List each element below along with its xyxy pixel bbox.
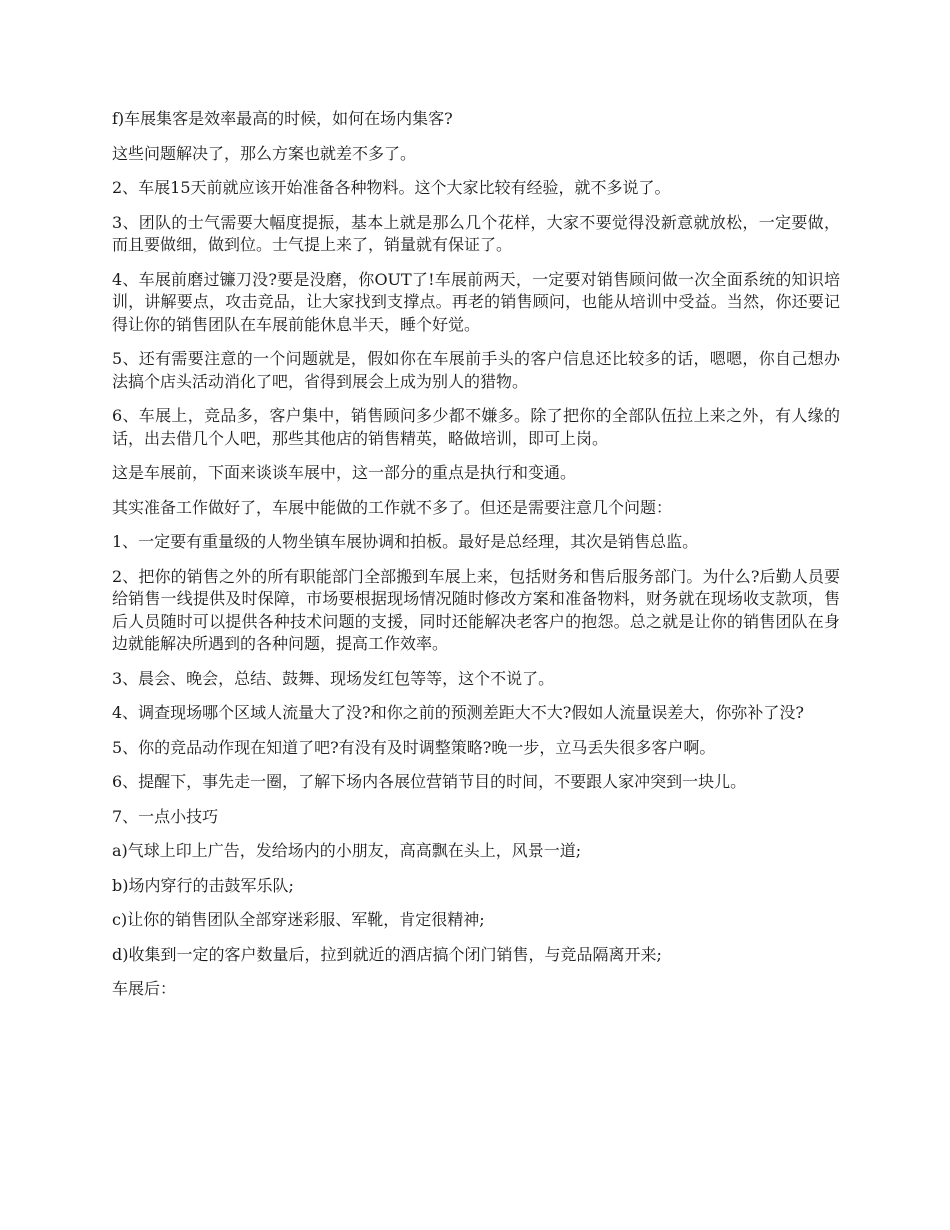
paragraph: 5、还有需要注意的一个问题就是，假如你在车展前手头的客户信息还比较多的话，嗯嗯，你自己想办法搞个店头活动消化了吧，省得到展会上成为别人的猎物。 [112,349,840,391]
document-body [112,108,840,1013]
paragraph: f)车展集客是效率最高的时候，如何在场内集客? [112,109,453,128]
paragraph: 4、调查现场哪个区域人流量大了没?和你之前的预测差距大不大?假如人流量误差大，你弥补了没? [112,703,804,722]
paragraph: 4、车展前磨过镰刀没?要是没磨，你OUT了!车展前两天，一定要对销售顾问做一次全面系统的知识培训，讲解要点，攻击竞品，让大家找到支撑点。再老的销售顾问，也能从培训中受益。当然，你还要记得让你的销售团队在车展前能休息半天，睡个好觉。 [112,269,840,334]
paragraph: 1、一定要有重量级的人物坐镇车展协调和拍板。最好是总经理，其次是销售总监。 [112,532,699,551]
paragraph: 7、一点小技巧 [112,806,219,826]
paragraph: b)场内穿行的击鼓军乐队; [112,875,294,895]
paragraph: 车展后： [112,979,177,998]
paragraph: 2、把你的销售之外的所有职能部门全部搬到车展上来，包括财务和售后服务部门。为什么?后勤人员要给销售一线提供及时保障，市场要根据现场情况随时修改方案和准备物料，财务就在现场收支款项，售后人员随时可以提供各种技术问题的支援，同时还能解决老客户的抱怨。总之就是让你的销售团队在身边就能解决所遇到的各种问题，提高工作效率。 [112,566,840,653]
paragraph: 2、车展15天前就应该开始准备各种物料。这个大家比较有经验，就不多说了。 [112,178,671,197]
paragraph: 6、提醒下，事先走一圈，了解下场内各展位营销节目的时间，不要跟人家冲突到一块儿。 [112,772,747,791]
paragraph: 3、团队的士气需要大幅度提振，基本上就是那么几个花样，大家不要觉得没新意就放松，一定要做，而且要做细，做到位。士气提上来了，销量就有保证了。 [112,212,840,254]
paragraph: a)气球上印上广告，发给场内的小朋友，高高飘在头上，风景一道; [112,841,582,860]
paragraph: c)让你的销售团队全部穿迷彩服、军靴，肯定很精神; [112,910,485,929]
paragraph: 5、你的竞品动作现在知道了吧?有没有及时调整策略?晚一步，立马丢失很多客户啊。 [112,737,716,757]
paragraph: 这是车展前，下面来谈谈车展中，这一部分的重点是执行和变通。 [112,463,577,482]
paragraph: 这些问题解决了，那么方案也就差不多了。 [112,143,417,163]
paragraph: 6、车展上，竞品多，客户集中，销售顾问多少都不嫌多。除了把你的全部队伍拉上来之外，有人缘的话，出去借几个人吧，那些其他店的销售精英，略做培训，即可上岗。 [112,406,840,448]
paragraph: d)收集到一定的客户数量后，拉到就近的酒店搞个闭门销售，与竞品隔离开来; [112,944,662,964]
paragraph: 其实准备工作做好了，车展中能做的工作就不多了。但还是需要注意几个问题： [112,497,673,517]
paragraph: 3、晨会、晚会，总结、鼓舞、现场发红包等等，这个不说了。 [112,668,555,688]
